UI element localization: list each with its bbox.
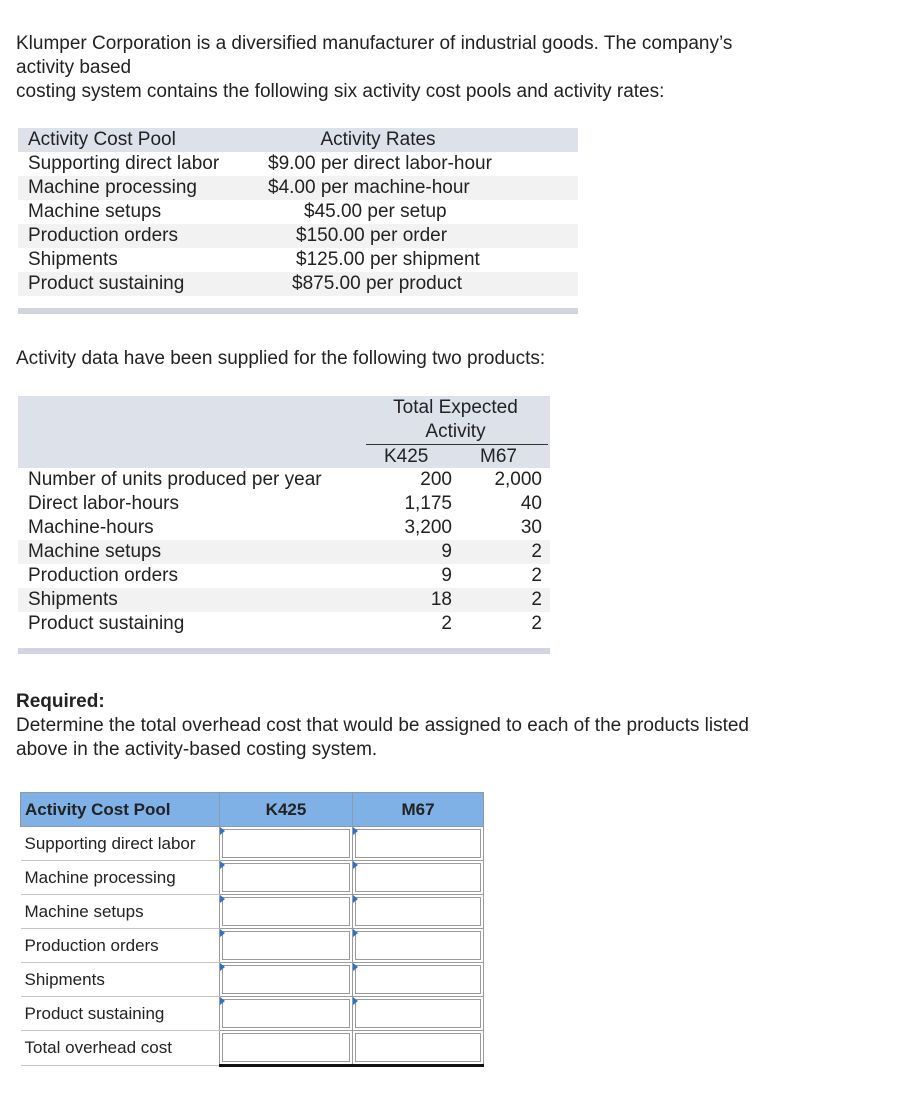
required-section <box>16 690 876 762</box>
rates-rate: $45.00 per setup <box>304 201 447 222</box>
intro-line-3: costing system contains the following six activity cost pools and activity rates: <box>16 81 665 102</box>
activity-k425-value: 2 <box>441 613 452 634</box>
activity-table-bottom-rule <box>18 648 550 654</box>
rates-row <box>18 200 578 224</box>
answer-total-row <box>21 1031 484 1066</box>
rates-rate: $125.00 per shipment <box>296 249 480 270</box>
activity-row <box>18 564 550 588</box>
activity-m67-value: 2 <box>531 541 542 562</box>
activity-data-header <box>18 396 550 468</box>
input-marker-icon <box>353 929 358 937</box>
answer-header-m67: M67 <box>353 793 484 827</box>
m67-production-orders-input[interactable] <box>353 929 484 963</box>
input-marker-icon <box>220 895 225 903</box>
rates-row <box>18 248 578 272</box>
activity-k425-value: 200 <box>420 469 452 490</box>
m67-machine-processing-input[interactable] <box>353 861 484 895</box>
activity-m67-value: 30 <box>520 517 542 538</box>
activity-m67-value: 40 <box>520 493 542 514</box>
input-marker-icon <box>353 827 358 835</box>
m67-product-sustaining-input[interactable] <box>353 997 484 1031</box>
rates-rate: $9.00 per direct labor-hour <box>268 153 492 174</box>
activity-col-k425: K425 <box>384 446 429 467</box>
rates-pool: Production orders <box>28 225 178 246</box>
answer-row <box>21 997 484 1031</box>
activity-row <box>18 516 550 540</box>
answer-row-label: Machine setups <box>21 895 220 929</box>
rates-row <box>18 176 578 200</box>
rates-pool: Shipments <box>28 249 118 270</box>
m67-machine-setups-input[interactable] <box>353 895 484 929</box>
rates-pool: Supporting direct labor <box>28 153 220 174</box>
activity-data-table <box>18 396 550 654</box>
answer-row <box>21 929 484 963</box>
k425-total-overhead-input[interactable] <box>220 1031 353 1066</box>
answer-header-pool: Activity Cost Pool <box>21 793 220 827</box>
activity-label: Product sustaining <box>28 613 185 634</box>
input-marker-icon <box>353 963 358 971</box>
overhead-answer-grid <box>20 792 484 1067</box>
input-marker-icon <box>220 861 225 869</box>
activity-label: Machine setups <box>28 541 162 562</box>
activity-col-m67: M67 <box>480 446 517 467</box>
rates-pool: Machine processing <box>28 177 197 198</box>
activity-label: Machine-hours <box>28 517 154 538</box>
answer-header-row <box>21 793 484 827</box>
input-marker-icon <box>220 963 225 971</box>
rates-rate: $150.00 per order <box>296 225 448 246</box>
activity-data-title <box>373 396 538 444</box>
answer-row-label: Production orders <box>21 929 220 963</box>
required-title: Required: <box>16 691 105 712</box>
activity-k425-value: 3,200 <box>404 517 452 538</box>
input-marker-icon <box>353 861 358 869</box>
k425-machine-processing-input[interactable] <box>220 861 353 895</box>
activity-label: Shipments <box>28 589 118 610</box>
k425-production-orders-input[interactable] <box>220 929 353 963</box>
activity-data-intro: Activity data have been supplied for the following two products: <box>16 348 546 369</box>
answer-row-label: Total overhead cost <box>21 1031 220 1066</box>
intro-text <box>16 32 876 104</box>
answer-row-label: Shipments <box>21 963 220 997</box>
answer-row <box>21 861 484 895</box>
activity-m67-value: 2 <box>531 589 542 610</box>
answer-row-label: Machine processing <box>21 861 220 895</box>
activity-row <box>18 540 550 564</box>
activity-k425-value: 18 <box>430 589 452 610</box>
rates-header-rate: Activity Rates <box>320 129 436 150</box>
activity-title-line-2: Activity <box>425 421 486 442</box>
activity-m67-value: 2 <box>531 565 542 586</box>
activity-k425-value: 1,175 <box>404 493 452 514</box>
rates-row <box>18 152 578 176</box>
k425-product-sustaining-input[interactable] <box>220 997 353 1031</box>
rates-pool: Machine setups <box>28 201 162 222</box>
activity-label: Production orders <box>28 565 178 586</box>
answer-header-k425: K425 <box>220 793 353 827</box>
k425-machine-setups-input[interactable] <box>220 895 353 929</box>
activity-row <box>18 492 550 516</box>
input-marker-icon <box>220 997 225 1005</box>
rates-rate: $875.00 per product <box>292 273 463 294</box>
rates-table-bottom-rule <box>18 308 578 314</box>
intro-line-1: Klumper Corporation is a diversified manufacturer of industrial goods. The company’s <box>16 33 733 54</box>
input-marker-icon <box>220 929 225 937</box>
activity-title-line-1: Total Expected <box>393 397 518 418</box>
activity-label: Number of units produced per year <box>28 469 322 490</box>
required-line-1: Determine the total overhead cost that would be assigned to each of the products listed <box>16 715 750 736</box>
intro-line-2: activity based <box>16 57 132 78</box>
rates-row <box>18 224 578 248</box>
answer-row <box>21 963 484 997</box>
m67-supporting-direct-labor-input[interactable] <box>353 827 484 861</box>
answer-row <box>21 895 484 929</box>
activity-k425-value: 9 <box>441 541 452 562</box>
rates-pool: Product sustaining <box>28 273 185 294</box>
k425-shipments-input[interactable] <box>220 963 353 997</box>
rates-row <box>18 272 578 296</box>
input-marker-icon <box>353 997 358 1005</box>
activity-row <box>18 588 550 612</box>
m67-shipments-input[interactable] <box>353 963 484 997</box>
activity-rates-table <box>18 128 578 314</box>
answer-row-label: Product sustaining <box>21 997 220 1031</box>
activity-row <box>18 612 550 636</box>
answer-row <box>21 827 484 861</box>
input-marker-icon <box>220 827 225 835</box>
activity-m67-value: 2 <box>531 613 542 634</box>
rates-header-row <box>18 128 578 152</box>
k425-supporting-direct-labor-input[interactable] <box>220 827 353 861</box>
answer-row-label: Supporting direct labor <box>21 827 220 861</box>
input-marker-icon <box>353 895 358 903</box>
activity-row <box>18 468 550 492</box>
rates-rate: $4.00 per machine-hour <box>268 177 470 198</box>
required-line-2: above in the activity-based costing system. <box>16 739 378 760</box>
m67-total-overhead-input[interactable] <box>353 1031 484 1066</box>
rates-header-pool: Activity Cost Pool <box>28 129 176 150</box>
activity-k425-value: 9 <box>441 565 452 586</box>
activity-label: Direct labor-hours <box>28 493 179 514</box>
activity-m67-value: 2,000 <box>494 469 542 490</box>
